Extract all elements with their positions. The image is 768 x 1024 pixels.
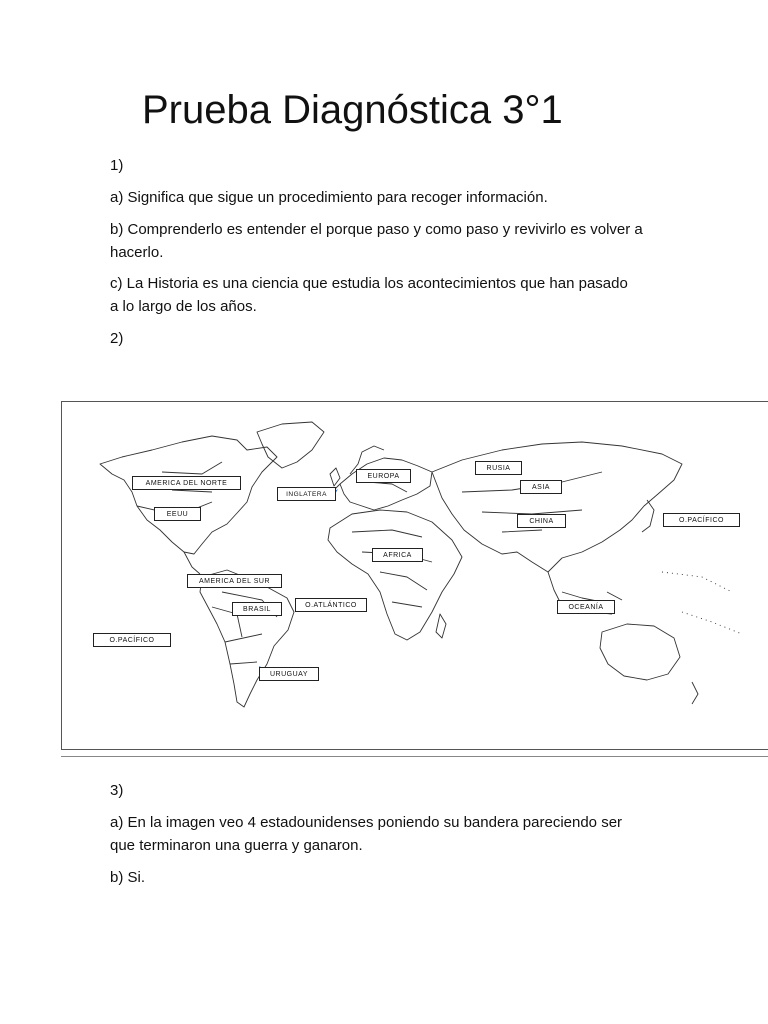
map-label-brasil: BRASIL xyxy=(232,602,282,616)
world-map-outline xyxy=(62,402,768,750)
greenland-shape xyxy=(257,422,324,468)
map-label-america-norte: AMERICA DEL NORTE xyxy=(132,476,241,490)
map-label-oceania: OCEANÍA xyxy=(557,600,615,614)
europe-shape xyxy=(340,458,432,510)
map-label-rusia: RUSIA xyxy=(475,461,522,475)
map-label-africa: AFRICA xyxy=(372,548,423,562)
map-label-america-sur: AMERICA DEL SUR xyxy=(187,574,282,588)
south-america-shape xyxy=(200,570,294,707)
question-1-number: 1) xyxy=(110,157,124,174)
asia-shape xyxy=(432,442,682,572)
australia-shape xyxy=(600,624,680,680)
question-2-number: 2) xyxy=(110,330,124,347)
map-label-europa: EUROPA xyxy=(356,469,411,483)
japan-shape xyxy=(642,500,654,532)
new-zealand-shape xyxy=(692,682,698,704)
answer-1a: a) Significa que sigue un procedimiento para recoger información. xyxy=(110,189,548,206)
map-label-asia: ASIA xyxy=(520,480,562,494)
map-label-uruguay: URUGUAY xyxy=(259,667,319,681)
page-title: Prueba Diagnóstica 3°1 xyxy=(142,88,563,132)
answer-3b: b) Si. xyxy=(110,869,146,886)
map-label-china: CHINA xyxy=(517,514,566,528)
map-label-pacifico-este: O.PACÍFICO xyxy=(663,513,740,527)
map-label-atlantico: O.ATLÁNTICO xyxy=(295,598,367,612)
map-label-eeuu: EEUU xyxy=(154,507,201,521)
answer-1b: b) Comprenderlo es entender el porque paso y como paso y revivirlo es volver a hacerlo. xyxy=(110,221,643,261)
map-label-pacifico-oeste: O.PACÍFICO xyxy=(93,633,171,647)
north-america-shape xyxy=(100,436,277,554)
map-bottom-rule xyxy=(61,756,768,757)
answer-1c: c) La Historia es una ciencia que estudia los acontecimientos que han pasado a lo largo de los años. xyxy=(110,275,628,315)
question-3-number: 3) xyxy=(110,782,124,799)
map-label-inglaterra: INGLATERA xyxy=(277,487,336,501)
world-map xyxy=(61,401,768,750)
answer-3a: a) En la imagen veo 4 estadounidenses poniendo su bandera pareciendo ser que terminaron una guerra y ganaron. xyxy=(110,814,623,854)
